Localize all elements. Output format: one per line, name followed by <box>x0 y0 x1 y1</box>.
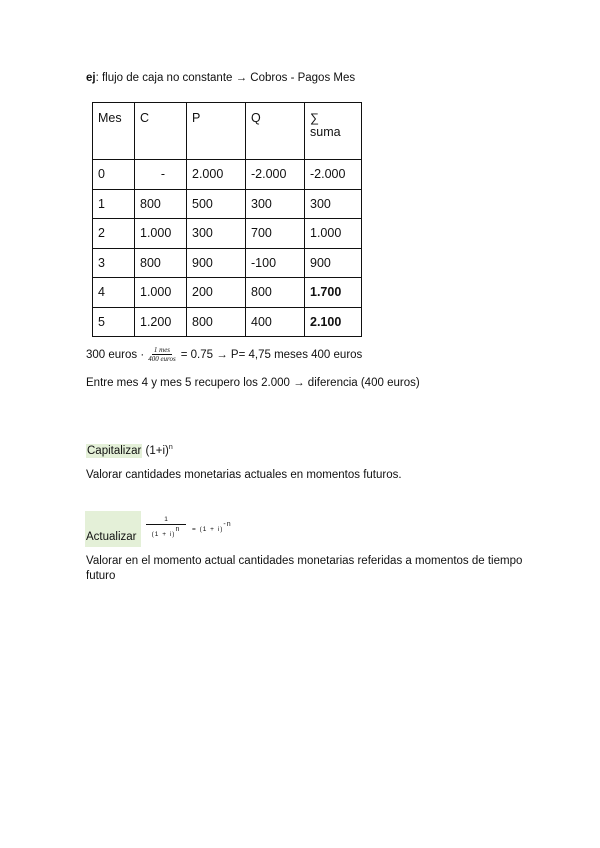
cell-q: -2.000 <box>246 160 305 190</box>
actualizar-equivalent-exponent: -n <box>223 521 232 528</box>
cell-sum: 2.100 <box>305 307 362 337</box>
fraction-denominator: 400 euros <box>148 355 176 363</box>
table-header-row <box>93 103 362 160</box>
cell-mes: 2 <box>93 219 135 249</box>
cell-q: 800 <box>246 278 305 308</box>
cell-c: 1.200 <box>135 307 187 337</box>
cell-sum: 300 <box>305 189 362 219</box>
capitalizar-description: Valorar cantidades monetarias actuales en momentos futuros. <box>86 469 402 481</box>
capitalizar-heading <box>86 444 173 457</box>
cell-mes: 0 <box>93 160 135 190</box>
actualizar-label: Actualizar <box>86 531 137 543</box>
actualizar-numerator: 1 <box>146 515 186 525</box>
cell-sum: 900 <box>305 248 362 278</box>
cell-c: 800 <box>135 248 187 278</box>
cash-flow-table <box>92 102 362 337</box>
intro-text: : flujo de caja no constante → Cobros - Pagos Mes <box>95 72 356 84</box>
header-p: P <box>187 103 246 160</box>
cell-p: 200 <box>187 278 246 308</box>
cell-mes: 1 <box>93 189 135 219</box>
cell-c <box>135 160 187 190</box>
header-sum <box>305 103 362 160</box>
table-row <box>93 219 362 249</box>
recover-line: Entre mes 4 y mes 5 recupero los 2.000 → diferencia (400 euros) <box>86 377 420 389</box>
fraction-numerator: 1 mes <box>153 346 171 354</box>
header-c: C <box>135 103 187 160</box>
cell-mes: 5 <box>93 307 135 337</box>
payback-formula <box>86 346 362 363</box>
cell-mes: 3 <box>93 248 135 278</box>
cell-q: 700 <box>246 219 305 249</box>
capitalizar-exponent: n <box>168 444 173 451</box>
formula-prefix: 300 euros · <box>86 348 145 361</box>
cell-p: 2.000 <box>187 160 246 190</box>
table-row <box>93 248 362 278</box>
actualizar-fraction <box>146 515 186 539</box>
table-row <box>93 307 362 337</box>
actualizar-formula <box>146 515 232 539</box>
actualizar-equivalent-wrap <box>192 521 232 533</box>
actualizar-denominator-wrap <box>146 525 186 539</box>
cell-c: 800 <box>135 189 187 219</box>
cell-c-dash: - <box>160 167 166 182</box>
capitalizar-expression: (1+i) <box>142 445 169 457</box>
cell-c: 1.000 <box>135 219 187 249</box>
cell-c: 1.000 <box>135 278 187 308</box>
cell-p: 900 <box>187 248 246 278</box>
cell-sum: 1.700 <box>305 278 362 308</box>
actualizar-description: Valorar en el momento actual cantidades monetarias referidas a momentos de tiempo futuro <box>86 555 523 582</box>
table-row <box>93 189 362 219</box>
cell-mes: 4 <box>93 278 135 308</box>
intro-bold: ej <box>86 72 96 84</box>
actualizar-den-exponent: n <box>175 526 181 533</box>
actualizar-equivalent: = (1 + i) <box>192 526 224 533</box>
header-q: Q <box>246 103 305 160</box>
header-mes: Mes <box>93 103 135 160</box>
formula-suffix: = 0.75 → P= 4,75 meses 400 euros <box>180 348 363 361</box>
cell-p: 800 <box>187 307 246 337</box>
actualizar-denominator: (1 + i) <box>151 531 176 538</box>
cell-q: -100 <box>246 248 305 278</box>
cell-q: 300 <box>246 189 305 219</box>
sigma-symbol: ∑ <box>310 111 319 125</box>
cell-p: 500 <box>187 189 246 219</box>
cell-q: 400 <box>246 307 305 337</box>
intro-line <box>86 72 355 84</box>
capitalizar-label: Capitalizar <box>87 445 142 457</box>
cell-sum: -2.000 <box>305 160 362 190</box>
table-row <box>93 278 362 308</box>
table-row <box>93 160 362 190</box>
cell-p: 300 <box>187 219 246 249</box>
formula-fraction <box>146 346 178 363</box>
sum-label: suma <box>310 125 341 139</box>
cell-sum: 1.000 <box>305 219 362 249</box>
